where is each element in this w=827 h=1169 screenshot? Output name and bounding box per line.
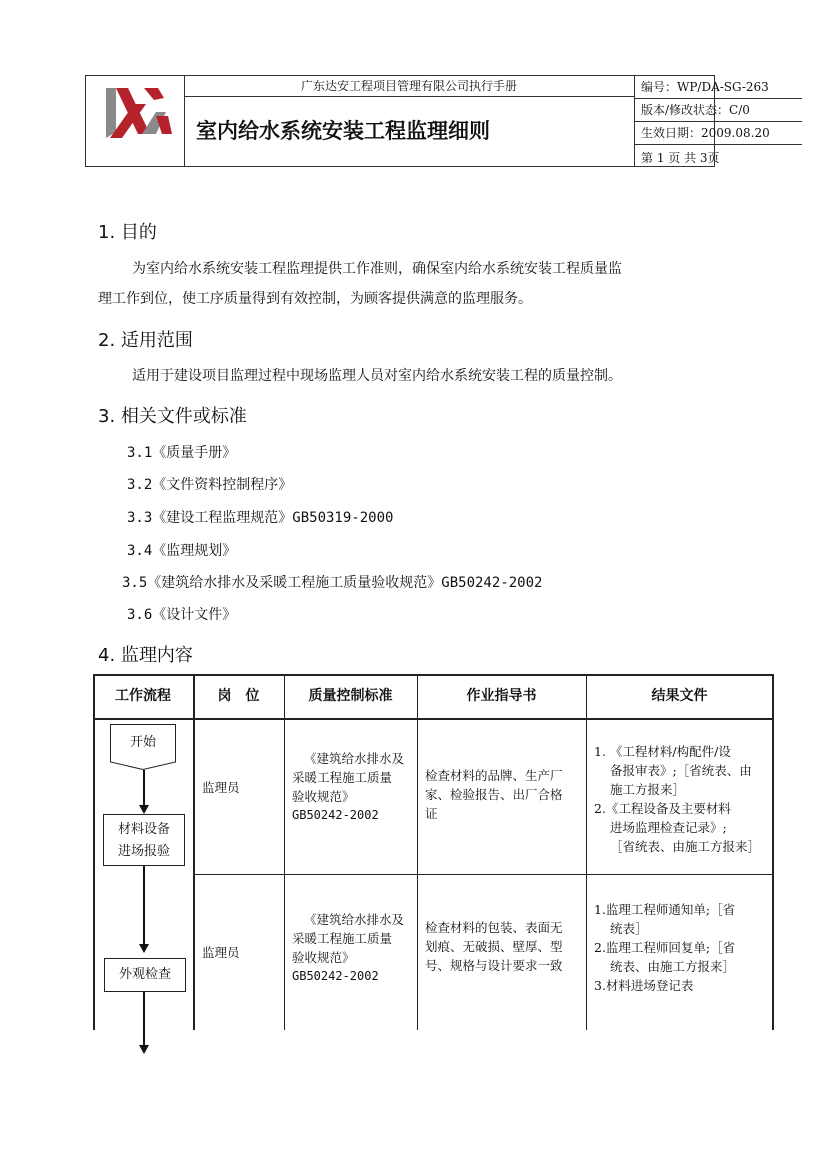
flow-node-label: 材料设备 [117,822,170,837]
section-heading-content: 4. 监理内容 [98,645,193,666]
reference-item: 3.6《设计文件》 [127,607,237,623]
purpose-line-2: 理工作到位，使工序质量得到有效控制，为顾客提供满意的监理服务。 [98,291,532,307]
reference-item: 3.5《建筑给水排水及采暖工程施工质量验收规范》GB50242-2002 [122,575,543,591]
document-title: 室内给水系统安装工程监理细则 [196,119,490,143]
column-header-result: 结果文件 [651,688,708,704]
column-header-position: 岗 位 [217,688,260,704]
company-logo [86,76,185,166]
reference-item: 3.3《建设工程监理规范》GB50319-2000 [127,510,394,526]
section-heading-purpose: 1. 目的 [98,222,157,243]
document-code: 编号：WP/DA-SG-263 [635,76,802,99]
document-version: 版本/修改状态：C/0 [635,99,802,122]
document-header [85,75,770,167]
flow-node-material-inspection [103,814,185,866]
row2-position: 监理员 [202,945,240,960]
row1-standard: 《建筑给水排水及 采暖工程施工质量 验收规范》 GB50242-2002 [292,751,404,822]
row1-guide: 检查材料的品牌、生产厂 家、检验报告、出厂合格 证 [425,768,563,821]
effective-date: 生效日期：2009.08.20 [635,122,802,145]
flow-connector [143,866,145,946]
flow-connector [143,992,145,1046]
flow-node-visual-check [104,958,186,992]
flow-connector [143,770,145,807]
flow-start-node [110,724,176,762]
flow-node-label: 外观检查 [118,967,171,982]
company-name: 广东达安工程项目管理有限公司执行手册 [184,76,634,97]
row1-result: 1. 《工程材料/构配件/设 备报审表》;［省统表、由 施工方报来］ 2.《工程设备及主要材料 进场监理检查记录》; ［省统表、由施工方报来］ [594,744,761,854]
row2-result: 1.监理工程师通知单;［省 统表］ 2.监理工程师回复单;［省 统表、由施工方报来］ 3.材料进场登记表 [594,902,736,993]
section-heading-references: 3. 相关文件或标准 [98,406,247,427]
column-header-guide: 作业指导书 [466,688,537,704]
page-count: 第 1 页 共 3页 [641,151,720,165]
reference-item: 3.4《监理规划》 [127,543,237,559]
row1-position: 监理员 [202,780,240,795]
reference-item: 3.2《文件资料控制程序》 [127,477,293,493]
column-header-workflow: 工作流程 [115,688,171,704]
row2-guide: 检查材料的包装、表面无 划痕、无破损、壁厚、型 号、规格与设计要求一致 [425,920,563,973]
arrow-down-icon [139,805,149,814]
row2-standard: 《建筑给水排水及 采暖工程施工质量 验收规范》 GB50242-2002 [292,912,404,983]
arrow-down-icon [139,1045,149,1054]
flow-node-label: 进场报验 [117,844,170,859]
flow-start-label: 开始 [129,735,156,750]
column-header-standard: 质量控制标准 [308,688,393,704]
purpose-line-1: 为室内给水系统安装工程监理提供工作准则，确保室内给水系统安装工程质量监 [132,261,622,277]
section-heading-scope: 2. 适用范围 [98,330,193,351]
document-meta [634,76,802,166]
arrow-down-icon [139,944,149,953]
scope-text: 适用于建设项目监理过程中现场监理人员对室内给水系统安装工程的质量控制。 [132,368,622,384]
reference-item: 3.1《质量手册》 [127,445,237,461]
